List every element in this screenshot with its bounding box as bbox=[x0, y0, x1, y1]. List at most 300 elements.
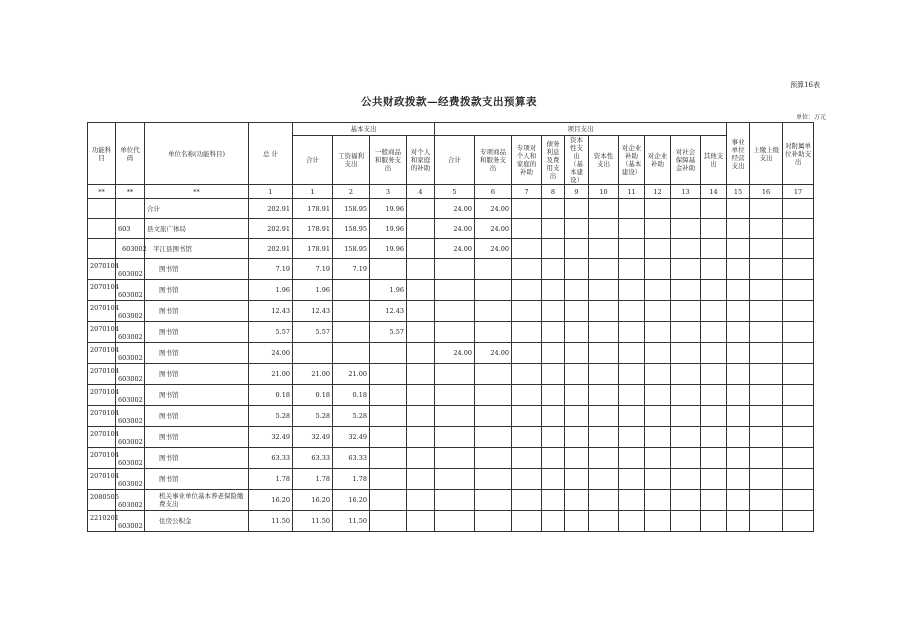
cell-unit-code: 603002 bbox=[116, 469, 145, 490]
cell-project-total bbox=[435, 301, 475, 322]
table-row bbox=[88, 448, 814, 469]
cell-unit-code: 603002 bbox=[116, 364, 145, 385]
cell-empty bbox=[512, 280, 542, 301]
header-biz-unit: 事业单位经营支出 bbox=[727, 123, 750, 185]
cell-empty bbox=[565, 199, 589, 219]
cell-empty bbox=[565, 280, 589, 301]
cell-basic-wage: 11.50 bbox=[333, 511, 370, 532]
cell-total: 0.18 bbox=[249, 385, 293, 406]
cell-project-total bbox=[435, 259, 475, 280]
cell-total: 5.57 bbox=[249, 322, 293, 343]
table-row bbox=[88, 219, 814, 239]
cell-empty bbox=[565, 322, 589, 343]
cell-empty bbox=[589, 511, 619, 532]
cell-empty bbox=[565, 239, 589, 259]
cell-empty bbox=[542, 322, 565, 343]
cell-unit-code: 603002 bbox=[116, 427, 145, 448]
cell-empty bbox=[645, 385, 671, 406]
cell-unit-code: 603002 bbox=[116, 343, 145, 364]
cell-project-goods bbox=[475, 469, 512, 490]
cell-total: 202.91 bbox=[249, 239, 293, 259]
cell-empty bbox=[542, 301, 565, 322]
cell-project-total bbox=[435, 511, 475, 532]
cell-empty bbox=[671, 448, 701, 469]
cell-empty bbox=[727, 511, 750, 532]
cell-basic-personal bbox=[407, 239, 435, 259]
cell-basic-personal bbox=[407, 199, 435, 219]
index-cell: 7 bbox=[512, 185, 542, 199]
cell-basic-wage bbox=[333, 301, 370, 322]
cell-empty bbox=[750, 469, 783, 490]
cell-project-goods bbox=[475, 322, 512, 343]
cell-basic-total: 1.78 bbox=[293, 469, 333, 490]
cell-empty bbox=[512, 385, 542, 406]
cell-project-total bbox=[435, 280, 475, 301]
cell-unit-name: 图书馆 bbox=[145, 448, 249, 469]
header-project-sub: 资本性支出 bbox=[589, 136, 619, 185]
cell-basic-personal bbox=[407, 280, 435, 301]
cell-project-goods bbox=[475, 490, 512, 511]
cell-basic-goods bbox=[370, 406, 407, 427]
header-basic-sub: 对个人和家庭的补助 bbox=[407, 136, 435, 185]
index-cell: 5 bbox=[435, 185, 475, 199]
cell-basic-wage: 158.95 bbox=[333, 239, 370, 259]
cell-empty bbox=[701, 301, 727, 322]
cell-empty bbox=[589, 469, 619, 490]
table-row bbox=[88, 427, 814, 448]
cell-empty bbox=[589, 259, 619, 280]
cell-project-total bbox=[435, 490, 475, 511]
cell-unit-name: 机关事业单位基本养老保险缴费支出 bbox=[145, 490, 249, 511]
cell-empty bbox=[727, 406, 750, 427]
cell-empty bbox=[542, 406, 565, 427]
cell-empty bbox=[727, 427, 750, 448]
cell-project-goods bbox=[475, 427, 512, 448]
cell-empty bbox=[512, 199, 542, 219]
cell-basic-personal bbox=[407, 259, 435, 280]
cell-empty bbox=[565, 469, 589, 490]
header-project: 项目支出 bbox=[435, 123, 727, 136]
table-header bbox=[88, 123, 814, 199]
cell-empty bbox=[645, 427, 671, 448]
cell-func-code: 2070104 bbox=[88, 322, 116, 343]
cell-total: 32.49 bbox=[249, 427, 293, 448]
cell-project-goods bbox=[475, 406, 512, 427]
cell-unit-name: 住房公积金 bbox=[145, 511, 249, 532]
header-subsidy: 对附属单位补助支出 bbox=[783, 123, 814, 185]
cell-project-goods bbox=[475, 280, 512, 301]
cell-unit-code: 603002 bbox=[116, 406, 145, 427]
header-basic-sub: 工资福利支出 bbox=[333, 136, 370, 185]
cell-empty bbox=[671, 469, 701, 490]
cell-project-goods: 24.00 bbox=[475, 343, 512, 364]
cell-empty bbox=[619, 239, 645, 259]
cell-basic-total: 32.49 bbox=[293, 427, 333, 448]
cell-empty bbox=[671, 511, 701, 532]
cell-empty bbox=[750, 511, 783, 532]
cell-func-code: 2070104 bbox=[88, 259, 116, 280]
cell-unit-code: 603002 bbox=[116, 511, 145, 532]
cell-basic-personal bbox=[407, 301, 435, 322]
cell-unit-name: 平江县图书馆 bbox=[145, 239, 249, 259]
cell-project-goods bbox=[475, 511, 512, 532]
cell-unit-code: 603 bbox=[116, 219, 145, 239]
unit-label: 单位：万元 bbox=[795, 114, 826, 121]
cell-empty bbox=[589, 280, 619, 301]
cell-project-goods bbox=[475, 448, 512, 469]
cell-empty bbox=[701, 469, 727, 490]
cell-basic-personal bbox=[407, 219, 435, 239]
cell-unit-name: 图书馆 bbox=[145, 259, 249, 280]
cell-empty bbox=[619, 199, 645, 219]
cell-empty bbox=[589, 343, 619, 364]
cell-empty bbox=[619, 511, 645, 532]
cell-empty bbox=[783, 239, 814, 259]
cell-empty bbox=[619, 469, 645, 490]
index-cell: 6 bbox=[475, 185, 512, 199]
cell-basic-personal bbox=[407, 427, 435, 448]
cell-basic-wage: 5.28 bbox=[333, 406, 370, 427]
index-cell: 9 bbox=[565, 185, 589, 199]
cell-basic-goods bbox=[370, 343, 407, 364]
cell-unit-name: 合计 bbox=[145, 199, 249, 219]
index-cell: 3 bbox=[370, 185, 407, 199]
cell-empty bbox=[750, 280, 783, 301]
cell-project-total bbox=[435, 427, 475, 448]
cell-project-total bbox=[435, 406, 475, 427]
cell-project-goods: 24.00 bbox=[475, 199, 512, 219]
cell-unit-name: 图书馆 bbox=[145, 301, 249, 322]
cell-basic-goods bbox=[370, 364, 407, 385]
cell-func-code: 2070104 bbox=[88, 301, 116, 322]
cell-basic-wage: 7.19 bbox=[333, 259, 370, 280]
index-cell: 1 bbox=[293, 185, 333, 199]
cell-basic-total: 0.18 bbox=[293, 385, 333, 406]
cell-unit-code bbox=[116, 199, 145, 219]
cell-empty bbox=[727, 301, 750, 322]
cell-empty bbox=[701, 219, 727, 239]
cell-basic-total: 178.91 bbox=[293, 199, 333, 219]
cell-project-total bbox=[435, 448, 475, 469]
cell-unit-name: 图书馆 bbox=[145, 322, 249, 343]
cell-empty bbox=[701, 364, 727, 385]
table-row bbox=[88, 511, 814, 532]
cell-empty bbox=[671, 490, 701, 511]
cell-total: 16.20 bbox=[249, 490, 293, 511]
cell-empty bbox=[783, 343, 814, 364]
index-cell: 11 bbox=[619, 185, 645, 199]
cell-total: 1.96 bbox=[249, 280, 293, 301]
cell-empty bbox=[750, 259, 783, 280]
cell-unit-code: 603002 bbox=[116, 239, 145, 259]
cell-empty bbox=[619, 280, 645, 301]
cell-basic-total: 7.19 bbox=[293, 259, 333, 280]
cell-empty bbox=[783, 219, 814, 239]
cell-basic-goods: 5.57 bbox=[370, 322, 407, 343]
cell-empty bbox=[701, 343, 727, 364]
cell-empty bbox=[589, 301, 619, 322]
cell-func-code: 2070104 bbox=[88, 427, 116, 448]
cell-empty bbox=[783, 259, 814, 280]
index-cell: ** bbox=[116, 185, 145, 199]
table-row bbox=[88, 259, 814, 280]
cell-basic-total: 5.28 bbox=[293, 406, 333, 427]
cell-unit-code: 603002 bbox=[116, 259, 145, 280]
index-cell: ** bbox=[145, 185, 249, 199]
cell-empty bbox=[671, 199, 701, 219]
cell-empty bbox=[542, 385, 565, 406]
cell-empty bbox=[542, 259, 565, 280]
cell-empty bbox=[645, 406, 671, 427]
cell-basic-personal bbox=[407, 406, 435, 427]
cell-total: 12.43 bbox=[249, 301, 293, 322]
cell-basic-goods: 12.43 bbox=[370, 301, 407, 322]
cell-empty bbox=[671, 322, 701, 343]
cell-project-total bbox=[435, 385, 475, 406]
cell-empty bbox=[783, 199, 814, 219]
index-cell: 4 bbox=[407, 185, 435, 199]
table-row bbox=[88, 280, 814, 301]
cell-empty bbox=[512, 322, 542, 343]
cell-empty bbox=[783, 385, 814, 406]
cell-basic-goods bbox=[370, 448, 407, 469]
cell-empty bbox=[512, 511, 542, 532]
cell-empty bbox=[619, 385, 645, 406]
cell-empty bbox=[783, 469, 814, 490]
cell-empty bbox=[727, 322, 750, 343]
cell-project-goods bbox=[475, 301, 512, 322]
cell-unit-code: 603002 bbox=[116, 301, 145, 322]
index-cell: ** bbox=[88, 185, 116, 199]
cell-empty bbox=[783, 511, 814, 532]
cell-empty bbox=[542, 219, 565, 239]
table-body bbox=[88, 199, 814, 532]
cell-unit-name: 图书馆 bbox=[145, 385, 249, 406]
cell-empty bbox=[701, 490, 727, 511]
cell-empty bbox=[671, 364, 701, 385]
cell-empty bbox=[727, 343, 750, 364]
cell-empty bbox=[512, 239, 542, 259]
cell-empty bbox=[542, 280, 565, 301]
cell-empty bbox=[589, 490, 619, 511]
cell-empty bbox=[619, 364, 645, 385]
page-title: 公共财政拨款—经费拨款支出预算表 bbox=[361, 96, 537, 108]
cell-empty bbox=[727, 280, 750, 301]
cell-empty bbox=[619, 490, 645, 511]
cell-func-code bbox=[88, 239, 116, 259]
index-row bbox=[88, 185, 814, 199]
index-cell: 16 bbox=[750, 185, 783, 199]
cell-empty bbox=[619, 448, 645, 469]
cell-empty bbox=[512, 427, 542, 448]
cell-empty bbox=[542, 511, 565, 532]
cell-basic-goods bbox=[370, 427, 407, 448]
index-cell: 2 bbox=[333, 185, 370, 199]
cell-basic-total: 21.00 bbox=[293, 364, 333, 385]
cell-unit-name: 图书馆 bbox=[145, 343, 249, 364]
cell-total: 24.00 bbox=[249, 343, 293, 364]
cell-unit-name: 图书馆 bbox=[145, 406, 249, 427]
cell-empty bbox=[750, 301, 783, 322]
cell-empty bbox=[671, 259, 701, 280]
cell-total: 21.00 bbox=[249, 364, 293, 385]
index-cell: 12 bbox=[645, 185, 671, 199]
cell-empty bbox=[671, 280, 701, 301]
cell-empty bbox=[589, 322, 619, 343]
cell-empty bbox=[619, 219, 645, 239]
cell-basic-personal bbox=[407, 511, 435, 532]
cell-empty bbox=[512, 259, 542, 280]
cell-empty bbox=[645, 239, 671, 259]
table-row bbox=[88, 343, 814, 364]
cell-empty bbox=[783, 490, 814, 511]
cell-unit-code: 603002 bbox=[116, 490, 145, 511]
cell-empty bbox=[542, 427, 565, 448]
cell-empty bbox=[783, 301, 814, 322]
cell-project-total bbox=[435, 469, 475, 490]
cell-empty bbox=[645, 448, 671, 469]
cell-total: 202.91 bbox=[249, 219, 293, 239]
cell-empty bbox=[565, 427, 589, 448]
cell-project-total bbox=[435, 364, 475, 385]
cell-empty bbox=[671, 301, 701, 322]
cell-project-goods: 24.00 bbox=[475, 239, 512, 259]
cell-empty bbox=[783, 364, 814, 385]
cell-basic-goods bbox=[370, 259, 407, 280]
cell-empty bbox=[750, 427, 783, 448]
cell-empty bbox=[619, 427, 645, 448]
cell-basic-goods bbox=[370, 490, 407, 511]
cell-project-goods bbox=[475, 385, 512, 406]
cell-empty bbox=[727, 385, 750, 406]
table-row bbox=[88, 322, 814, 343]
cell-basic-goods bbox=[370, 385, 407, 406]
index-cell: 14 bbox=[701, 185, 727, 199]
cell-empty bbox=[783, 280, 814, 301]
cell-total: 11.50 bbox=[249, 511, 293, 532]
header-project-sub: 对社会保障基金补助 bbox=[671, 136, 701, 185]
cell-empty bbox=[727, 259, 750, 280]
header-project-sub: 合计 bbox=[435, 136, 475, 185]
cell-empty bbox=[701, 385, 727, 406]
cell-empty bbox=[701, 199, 727, 219]
cell-empty bbox=[671, 343, 701, 364]
header-project-sub: 债务利息及费用支出 bbox=[542, 136, 565, 185]
cell-empty bbox=[671, 219, 701, 239]
cell-empty bbox=[645, 469, 671, 490]
cell-empty bbox=[565, 490, 589, 511]
cell-func-code: 2210201 bbox=[88, 511, 116, 532]
cell-unit-name: 图书馆 bbox=[145, 280, 249, 301]
cell-empty bbox=[645, 490, 671, 511]
table-row bbox=[88, 406, 814, 427]
cell-empty bbox=[542, 343, 565, 364]
cell-empty bbox=[701, 448, 727, 469]
header-project-sub: 对企业补助 bbox=[645, 136, 671, 185]
index-cell: 13 bbox=[671, 185, 701, 199]
cell-unit-code: 603002 bbox=[116, 385, 145, 406]
cell-empty bbox=[589, 385, 619, 406]
index-cell: 8 bbox=[542, 185, 565, 199]
table-row bbox=[88, 301, 814, 322]
cell-empty bbox=[542, 448, 565, 469]
cell-basic-personal bbox=[407, 448, 435, 469]
cell-empty bbox=[645, 511, 671, 532]
header-basic-sub: 合计 bbox=[293, 136, 333, 185]
cell-total: 63.33 bbox=[249, 448, 293, 469]
header-project-sub: 专项对个人和家庭的补助 bbox=[512, 136, 542, 185]
cell-empty bbox=[701, 259, 727, 280]
cell-empty bbox=[645, 301, 671, 322]
cell-empty bbox=[565, 364, 589, 385]
cell-empty bbox=[727, 219, 750, 239]
cell-empty bbox=[565, 259, 589, 280]
cell-total: 1.78 bbox=[249, 469, 293, 490]
cell-empty bbox=[619, 343, 645, 364]
cell-basic-total: 178.91 bbox=[293, 219, 333, 239]
cell-empty bbox=[645, 364, 671, 385]
cell-func-code: 2070104 bbox=[88, 343, 116, 364]
cell-unit-name: 图书馆 bbox=[145, 469, 249, 490]
cell-empty bbox=[565, 301, 589, 322]
table-row bbox=[88, 490, 814, 511]
cell-basic-total: 178.91 bbox=[293, 239, 333, 259]
cell-basic-wage: 32.49 bbox=[333, 427, 370, 448]
cell-project-total: 24.00 bbox=[435, 219, 475, 239]
header-project-sub: 资本性支出（基本建设） bbox=[565, 136, 589, 185]
cell-empty bbox=[512, 448, 542, 469]
cell-empty bbox=[565, 406, 589, 427]
cell-func-code bbox=[88, 219, 116, 239]
cell-total: 5.28 bbox=[249, 406, 293, 427]
cell-project-goods: 24.00 bbox=[475, 219, 512, 239]
header-total: 总 计 bbox=[249, 123, 293, 185]
cell-basic-wage: 158.95 bbox=[333, 219, 370, 239]
cell-empty bbox=[589, 364, 619, 385]
cell-basic-personal bbox=[407, 385, 435, 406]
cell-total: 202.91 bbox=[249, 199, 293, 219]
cell-basic-total: 16.20 bbox=[293, 490, 333, 511]
form-number: 预算16表 bbox=[790, 81, 820, 89]
cell-empty bbox=[645, 199, 671, 219]
cell-empty bbox=[645, 219, 671, 239]
header-upper: 上缴上级支出 bbox=[750, 123, 783, 185]
cell-func-code: 2070104 bbox=[88, 406, 116, 427]
cell-empty bbox=[619, 406, 645, 427]
cell-empty bbox=[619, 259, 645, 280]
cell-empty bbox=[589, 448, 619, 469]
cell-empty bbox=[727, 199, 750, 219]
cell-unit-code: 603002 bbox=[116, 280, 145, 301]
cell-basic-wage bbox=[333, 343, 370, 364]
cell-empty bbox=[727, 448, 750, 469]
cell-unit-name: 县文旅广体局 bbox=[145, 219, 249, 239]
cell-empty bbox=[542, 364, 565, 385]
cell-project-goods bbox=[475, 364, 512, 385]
cell-empty bbox=[589, 406, 619, 427]
cell-empty bbox=[750, 199, 783, 219]
cell-empty bbox=[783, 406, 814, 427]
cell-empty bbox=[750, 343, 783, 364]
cell-basic-total: 11.50 bbox=[293, 511, 333, 532]
cell-basic-total: 12.43 bbox=[293, 301, 333, 322]
cell-basic-goods: 1.96 bbox=[370, 280, 407, 301]
cell-empty bbox=[512, 469, 542, 490]
cell-empty bbox=[512, 406, 542, 427]
index-cell: 1 bbox=[249, 185, 293, 199]
cell-empty bbox=[701, 280, 727, 301]
index-cell: 17 bbox=[783, 185, 814, 199]
